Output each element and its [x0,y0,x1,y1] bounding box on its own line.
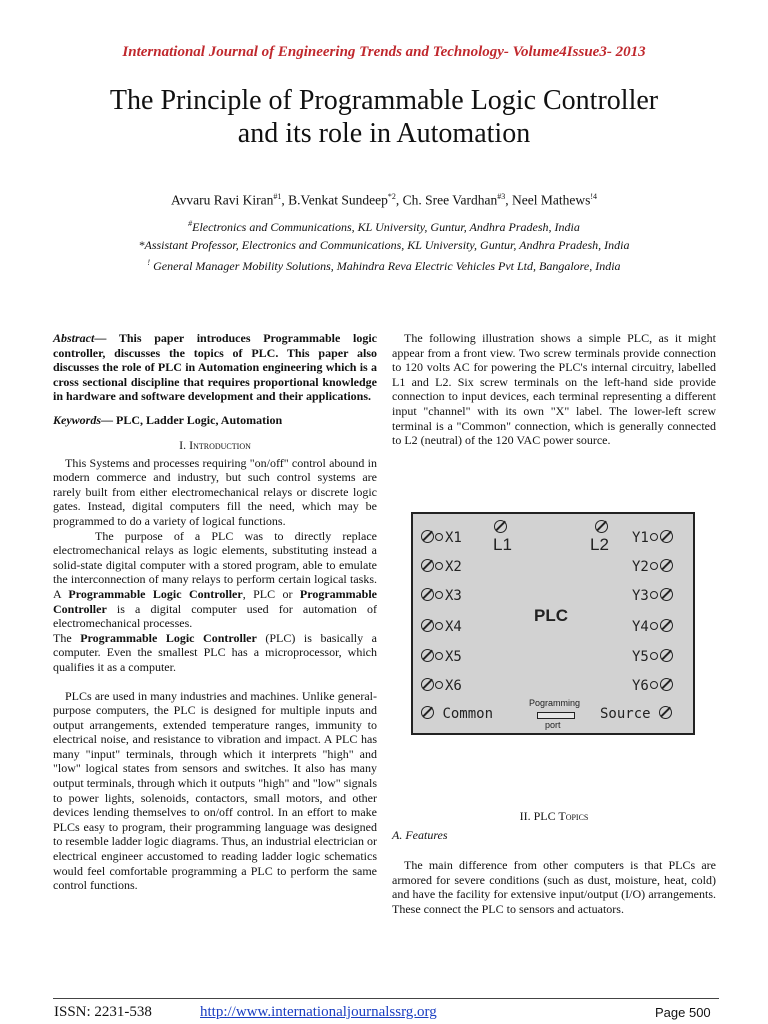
common-terminal: Common [421,706,493,722]
section-2-heading: II. PLC Topics [519,809,589,823]
affiliation-1-mark: # [188,219,193,228]
abstract-text: — This paper introduces Programmable logic controller, discusses the topics of PLC. This paper also discusses the role of PLC in Automation engineering which is a cross sectional discipline that requires proportional knowledge in hardware and software development and their applications. [53,331,377,404]
port-label: port [545,720,561,730]
author-2: B.Venkat Sundeep [288,192,388,208]
intro-paragraph-2: The purpose of a PLC was to directly replace electromechanical relays as logic elements, substituting instead a solid-state digital computer with a stored program, able to emulate the interconnection of many relays to perform certain logical tasks. A Programmable Logic Controller, PLC or Programmable Controller is a digital computer used for automation of electromechanical processes. [53,528,377,631]
section-1-heading: I. Introduction [179,438,251,452]
affiliation-2: *Assistant Professor, Electronics and Communications, KL University, Guntur, Andhra Pradesh, India [138,238,630,252]
output-y5: Y5 [632,649,673,665]
features-paragraph: The main difference from other computers is that PLCs are armored for severe conditions (such as dust, moisture, heat, cold) and have the facility for extensive input/output (I/O) arrangements. These connect the PLC to sensors and actuators. [392,858,716,916]
author-3: Ch. Sree Vardhan [402,192,498,208]
input-x3: X3 [421,588,462,604]
input-x4: X4 [421,619,462,635]
output-y6: Y6 [632,678,673,694]
section-plc-topics [392,809,716,917]
page-number: Page 500 [655,1005,711,1020]
journal-header: International Journal of Engineering Trends and Technology- Volume4Issue3- 2013 [122,44,646,60]
terminal-dot-icon [435,622,443,630]
terminal-dot-icon [435,533,443,541]
screw-terminal-icon [421,559,434,572]
author-4: Neel Mathews [512,192,591,208]
section-introduction [53,438,377,893]
screw-terminal-icon [421,706,434,719]
terminal-dot-icon [650,591,658,599]
footer-url-link[interactable]: http://www.internationaljournalssrg.org [200,1004,437,1020]
programming-port-label: Pogramming [529,698,581,708]
abstract [53,331,377,404]
screw-terminal-icon [660,678,673,691]
terminal-dot-icon [650,681,658,689]
l2-label: L2 [590,535,609,554]
author-1: Avvaru Ravi Kiran [170,192,274,208]
screw-terminal-icon [660,588,673,601]
terminal-dot-icon [435,652,443,660]
intro-paragraph-3: The Programmable Logic Controller (PLC) is basically a computer. Even the smallest PLC has a microprocessor, which qualifies it as a computer. [53,630,377,674]
screw-terminal-icon [660,559,673,572]
screw-terminal-icon [660,530,673,543]
abstract-label: Abstract [53,331,95,345]
source-terminal: Source [600,706,672,722]
screw-terminal-icon [421,530,434,543]
l1-label: L1 [493,535,512,554]
keywords-label: Keywords [53,413,101,427]
output-y2: Y2 [632,559,673,575]
author-1-mark: #1 [273,192,282,201]
illustration-paragraph: The following illustration shows a simple PLC, as it might appear from a front view. Two screw terminals provide connection to 120 volts AC for powering the PLC's internal circuitry, labelled L1 and L2. Six screw terminals on the left-hand side provide connection to input devices, each terminal representing a different input "channel" with its own "X" label. The lower-left screw terminal is a "Common" connection, which is generally connected to L2 (neutral) of the 120 VAC power source. [392,331,716,448]
keywords [53,413,377,428]
screw-terminal-icon [421,588,434,601]
author-2-mark: *2 [387,192,396,201]
title-line-1: The Principle of Programmable Logic Controller [109,85,659,116]
title-line-2: and its role in Automation [237,118,531,149]
terminal-dot-icon [435,562,443,570]
author-4-mark: !4 [590,192,598,201]
intro-paragraph-4: PLCs are used in many industries and machines. Unlike general-purpose computers, the PLC is designed for multiple inputs and output arrangements, extended temperature ranges, immunity to electrical noise, and resistance to vibration and impact. A PLC has many "input" terminals, through which it interprets "high" and "low" logical states from sensors and switches. It also has many output terminals, through which it outputs "high" and "low" signals to power lights, solenoids, contactors, small motors, and other devices lending themselves to on/off control. In an effort to make PLCs easy to program, their programming language was designed to resemble ladder logic diagrams. Thus, an industrial electrician or electrical engineer accustomed to reading ladder logic schematics would feel comfortable programming a PLC to perform the same control functions. [53,688,378,893]
output-y4: Y4 [632,619,673,635]
screw-terminal-icon [421,619,434,632]
intro-paragraph-1: This Systems and processes requiring "on/off" control abound in modern commerce and industry, but such control systems are rarely built from either electromechanical relays or discrete logic gates. Instead, digital computers fill the need, which may be programmed to do a variety of logical functions. [53,455,377,528]
footer-issn: ISSN: 2231-538 [54,1004,152,1020]
l1-screw-icon [494,520,507,533]
input-x2: X2 [421,559,462,575]
paper-title [60,84,708,150]
terminal-dot-icon [435,591,443,599]
author-list: Avvaru Ravi Kiran$^{\#1}$, B.Venkat Sundeep$^{*2}$, Ch. Sree Vardhan$^{\#3}$, Neel Mathews$^{!4}$ [170,192,598,208]
plc-label: PLC [534,606,568,625]
screw-terminal-icon [660,619,673,632]
footer-divider [53,998,719,999]
output-y1: Y1 [632,530,673,546]
l2-screw-icon [595,520,608,533]
programming-port [537,712,575,719]
affiliation-1-text: Electronics and Communications, KL University, Guntur, Andhra Pradesh, India [192,220,580,234]
affiliation-3-text: General Manager Mobility Solutions, Mahindra Reva Electric Vehicles Pvt Ltd, Bangalore, India [150,259,621,273]
screw-terminal-icon [660,649,673,662]
subsection-a-heading: A. Features [392,827,448,842]
screw-terminal-icon [421,649,434,662]
output-y3: Y3 [632,588,673,604]
affiliation-3 [0,258,768,274]
author-3-mark: #3 [497,192,506,201]
terminal-dot-icon [650,562,658,570]
plc-diagram [411,512,695,735]
terminal-dot-icon [650,622,658,630]
input-x1: X1 [421,530,462,546]
right-column-text [392,331,716,448]
screw-terminal-icon [421,678,434,691]
screw-terminal-icon [659,706,672,719]
keywords-text: — PLC, Ladder Logic, Automation [101,413,283,427]
terminal-dot-icon [650,652,658,660]
input-x6: X6 [421,678,462,694]
affiliation-1 [0,219,768,235]
input-x5: X5 [421,649,462,665]
affiliation-3-mark: ! [147,258,151,267]
terminal-dot-icon [650,533,658,541]
terminal-dot-icon [435,681,443,689]
